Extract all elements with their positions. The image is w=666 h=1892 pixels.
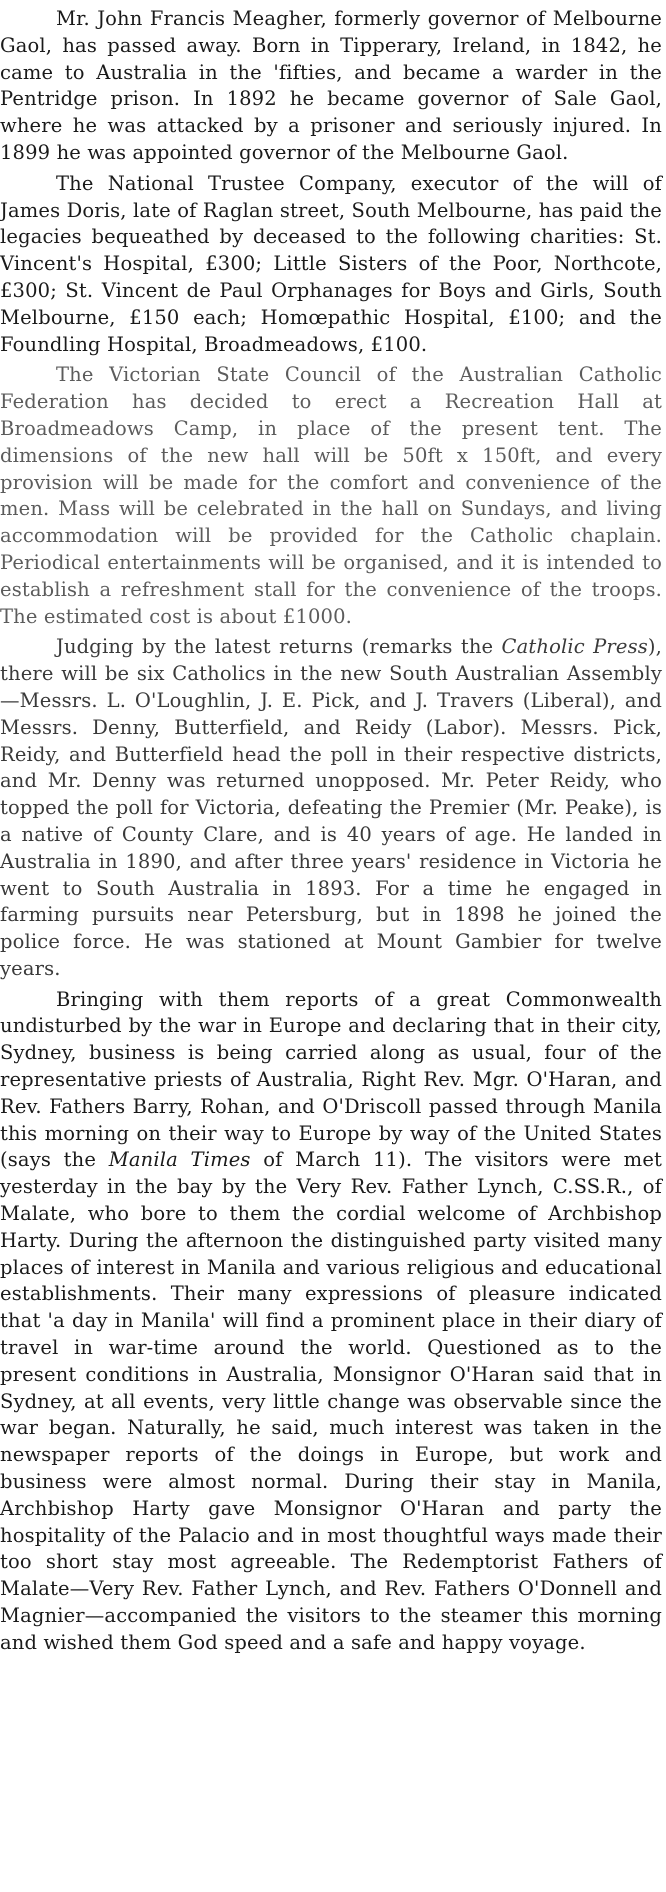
paragraph-doris-legacies: The National Trustee Company, executor of the will of James Doris, late of Raglan street, South Melbourne, has paid the legacies bequeathed by deceased to the following charities: St. Vincent's Hospital, £300; Little Sisters of the Poor, Northcote, £300; St. Vincent de Paul Orphanages for Boys and Girls, South Melbourne, £150 each; Homœpathic Hospital, £100; and the Foundling Hospital, Broadmeadows, £100. xyxy=(0,171,662,356)
paragraph-sa-assembly-text-after: ), there will be six Catholics in the new South Australian Assembly—Messrs. L. O'Loughlin, J. E. Pick, and J. Travers (Liberal), and Messrs. Denny, Butterfield, and Reidy (Labor). Messrs. Pick, Reidy, and Butterfield head the poll in their respective districts, and Mr. Denny was returned unopposed. Mr. Peter Reidy, who topped the poll for Victoria, defeating the Premier (Mr. Peake), is a native of County Clare, and is 40 years of age. He landed in Australia in 1890, and after three years' residence in Victoria he went to South Australia in 1893. For a time he engaged in farming pursuits near Petersburg, but in 1898 he joined the police force. He was stationed at Mount Gambier for twelve years. xyxy=(0,635,662,980)
paragraph-sa-assembly xyxy=(0,634,662,982)
paragraph-manila-visit-text-before: Bringing with them reports of a great Commonwealth undisturbed by the war in Europe and declaring that in their city, Sydney, business is being carried along as usual, four of the representative priests of Australia, Right Rev. Mgr. O'Haran, and Rev. Fathers Barry, Rohan, and O'Driscoll passed through Manila this morning on their way to Europe by way of the United States (says the xyxy=(0,987,662,1172)
paragraph-manila-visit xyxy=(0,987,662,1657)
paragraph-manila-visit-text-after: of March 11). The visitors were met yesterday in the bay by the Very Rev. Father Lynch, C.SS.R., of Malate, who bore to them the cordial welcome of Archbishop Harty. During the afternoon the distinguished party visited many places of interest in Manila and various religious and educational establishments. Their many expressions of pleasure indicated that 'a day in Manila' will find a prominent place in their diary of travel in war-time around the world. Questioned as to the present conditions in Australia, Monsignor O'Haran said that in Sydney, at all events, very little change was observable since the war began. Naturally, he said, much interest was taken in the newspaper reports of the doings in Europe, but work and business were almost normal. During their stay in Manila, Archbishop Harty gave Monsignor O'Haran and party the hospitality of the Palacio and in most thoughtful ways made their too short stay most agreeable. The Redemptorist Fathers of Malate—Very Rev. Father Lynch, and Rev. Fathers O'Donnell and Magnier—accompanied the visitors to the steamer this morning and wished them God speed and a safe and happy voyage. xyxy=(0,1148,662,1654)
publication-title-catholic-press: Catholic Press xyxy=(501,635,648,659)
publication-title-manila-times: Manila Times xyxy=(108,1148,251,1172)
paragraph-sa-assembly-text-before: Judging by the latest returns (remarks the xyxy=(56,635,502,659)
paragraph-meagher-obituary: Mr. John Francis Meagher, formerly governor of Melbourne Gaol, has passed away. Born in Tipperary, Ireland, in 1842, he came to Australia in the 'fifties, and became a warder in the Pentridge prison. In 1892 he became governor of Sale Gaol, where he was attacked by a prisoner and seriously injured. In 1899 he was appointed governor of the Melbourne Gaol. xyxy=(0,7,662,164)
paragraph-recreation-hall: The Victorian State Council of the Australian Catholic Federation has decided to erect a Recreation Hall at Broadmeadows Camp, in place of the present tent. The dimensions of the new hall will be 50ft x 150ft, and every provision will be made for the comfort and convenience of the men. Mass will be celebrated in the hall on Sundays, and living accommodation will be provided for the Catholic chaplain. Periodical entertainments will be organised, and it is intended to establish a refreshment stall for the convenience of the troops. The estimated cost is about £1000. xyxy=(0,363,662,628)
